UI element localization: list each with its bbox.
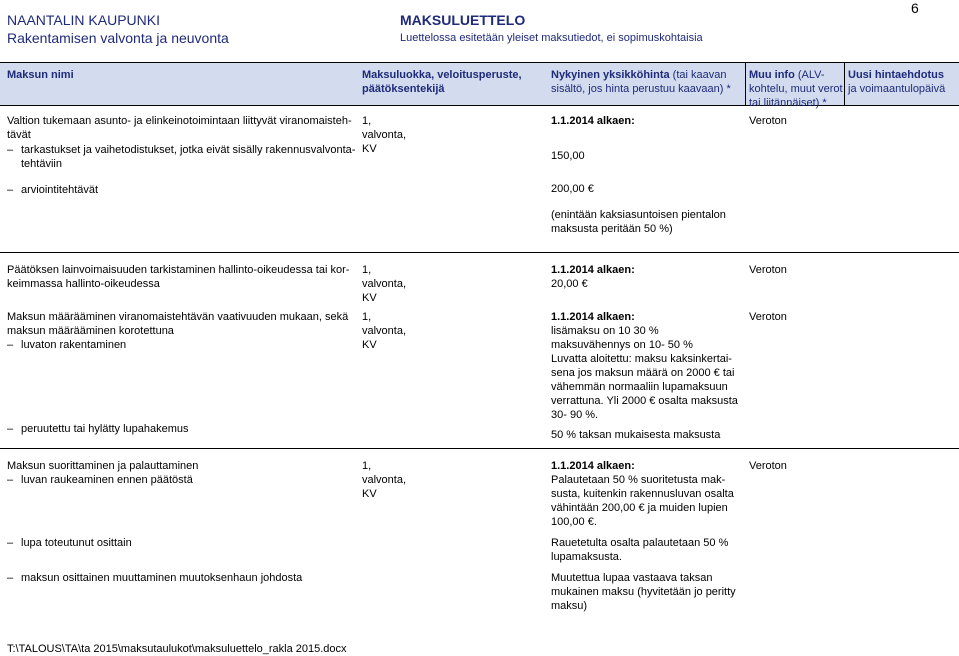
document-subtitle: Luettelossa esitetään yleiset maksutiedot, ei sopimuskohtaisia — [400, 32, 703, 44]
column-header-name: Maksun nimi — [7, 69, 74, 81]
row4-price: 1.1.2014 alkaen: Palautetaan 50 % suoritetusta mak- susta, kuitenkin rakennusluvan osalta vähintään 200,00 € ja muiden lupien 100,00 €. Rauetetulta osalta palautetaan 50 % lupamaksusta. Muutettua lupaa vastaava taksan mukainen maksu (hyvitetään jo peritty maksu) — [551, 460, 736, 612]
divider — [745, 63, 746, 105]
divider — [844, 63, 845, 105]
row4-info: Veroton — [749, 460, 787, 472]
department-name: Rakentamisen valvonta ja neuvonta — [7, 30, 229, 46]
org-name: NAANTALIN KAUPUNKI — [7, 12, 160, 28]
row1-price: 1.1.2014 alkaen: 150,00 200,00 € (enintään kaksiasuntoisen pientalon maksusta peritään 50 %) — [551, 115, 726, 235]
row4-name: Maksun suorittaminen ja palauttaminen – luvan raukeaminen ennen päätöstä – lupa toteutunut osittain – maksun osittainen muuttaminen muutoksenhaun johdosta — [7, 460, 303, 584]
file-path: T:\TALOUS\TA\ta 2015\maksutaulukot\maksuluettelo_rakla 2015.docx — [7, 643, 347, 655]
page-number: 6 — [911, 0, 919, 16]
document-title: MAKSULUETTELO — [400, 12, 526, 28]
row3-price: 1.1.2014 alkaen: lisämaksu on 10 30 % maksuvähennys on 10- 50 % Luvatta aloitettu: maksu kaksinkertai- sena jos maksun määrä on 2000 € tai vähemmän normaaliin lupamaksuun verrattuna. Yli 2000 € osalta maksusta 30- 90 %. 50 % taksan mukaisesta maksusta — [551, 311, 738, 441]
divider — [0, 448, 959, 449]
row1-name: Valtion tukemaan asunto- ja elinkeinotoimintaan liittyvät viranomaisteh- tävät – tarkastukset ja vaihetodistukset, jotka eivät sisälly rakennusvalvonta- tehtäviin – arviointitehtävät — [7, 115, 356, 196]
row1-info: Veroton — [749, 115, 787, 127]
column-header-new-price: Uusi hintaehdotus ja voimaantulopäivä — [848, 69, 946, 95]
row1-class: 1, valvonta, KV — [362, 115, 407, 155]
column-header-price: Nykyinen yksikköhinta (tai kaavan sisältö, jos hinta perustuu kaavaan) * — [551, 69, 731, 95]
row2-name: Päätöksen lainvoimaisuuden tarkistaminen hallinto-oikeudessa tai kor- keimmassa hallinto-oikeudessa — [7, 264, 350, 290]
column-header-class: Maksuluokka, veloitusperuste, päätöksentekijä — [362, 69, 522, 95]
divider — [0, 252, 959, 253]
row3-name: Maksun määrääminen viranomaistehtävän vaativuuden mukaan, sekä maksun määrääminen korotettuna – luvaton rakentaminen – peruutettu tai hylätty lupahakemus — [7, 311, 349, 435]
row3-info: Veroton — [749, 311, 787, 323]
row2-info: Veroton — [749, 264, 787, 276]
row4-class: 1, valvonta, KV — [362, 460, 407, 500]
row3-class: 1, valvonta, KV — [362, 311, 407, 351]
row2-class: 1, valvonta, KV — [362, 264, 407, 304]
divider — [0, 62, 959, 63]
row2-price: 1.1.2014 alkaen: 20,00 € — [551, 264, 635, 290]
column-header-info: Muu info (ALV- kohtelu, muut verot tai liitännäiset) * — [749, 69, 843, 109]
